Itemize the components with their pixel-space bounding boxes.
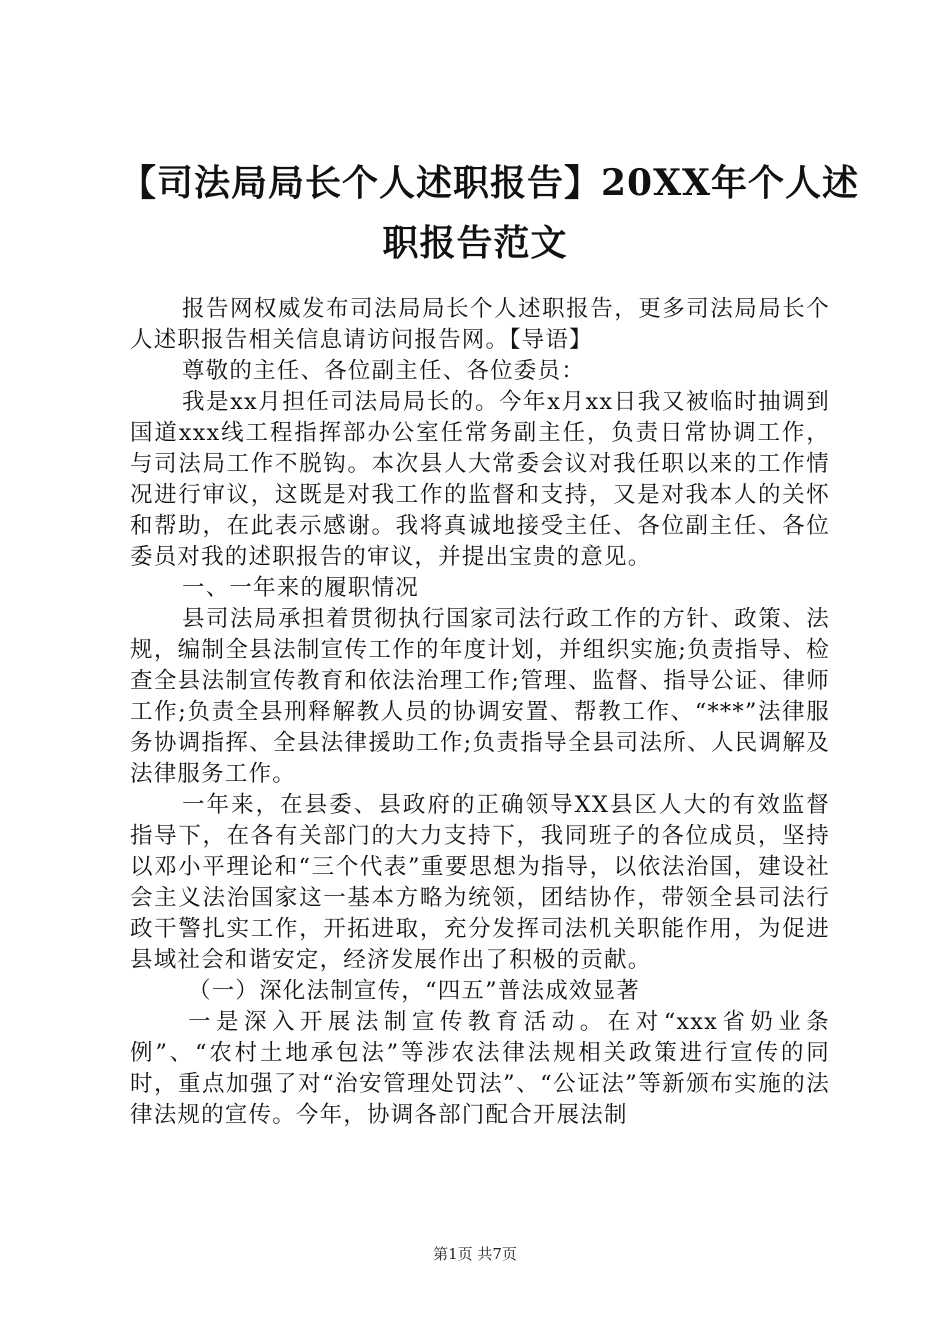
document-title-line-2: 职报告范文	[382, 222, 568, 264]
document-body	[130, 294, 830, 1131]
salutation-paragraph: 尊敬的主任、各位副主任、各位委员：	[182, 358, 585, 384]
document-title-line-1: 【司法局局长个人述职报告】20XX年个人述	[120, 162, 859, 204]
duties-paragraph: 县司法局承担着贯彻执行国家司法行政工作的方针、政策、法规，编制全县法制宣传工作的年度计划，并组织实施;负责指导、检查全县法制宣传教育和依法治理工作;管理、监督、指导公证、律师工作;负责全县刑释解教人员的协调安置、帮教工作、“***”法律服务协调指挥、全县法律援助工作;负责指导全县司法所、人民调解及法律服务工作。	[130, 606, 830, 787]
summary-paragraph: 一年来，在县委、县政府的正确领导XX县区人大的有效监督指导下，在各有关部门的大力支持下，我同班子的各位成员，坚持以邓小平理论和“三个代表”重要思想为指导，以依法治国，建设社会主义法治国家这一基本方略为统领，团结协作，带领全县司法行政干警扎实工作，开拓进取，充分发挥司法机关职能作用，为促进县域社会和谐安定，经济发展作出了积极的贡献。	[130, 792, 830, 973]
intro-paragraph: 报告网权威发布司法局局长个人述职报告，更多司法局局长个人述职报告相关信息请访问报告网。【导语】	[130, 296, 830, 353]
page-footer: 第1页 共7页	[433, 1245, 517, 1263]
item-paragraph: 一是深入开展法制宣传教育活动。在对“xxx省奶业条例”、“农村土地承包法”等涉农法律法规相关政策进行宣传的同时，重点加强了对“治安管理处罚法”、“公证法”等新颁布实施的法律法规的宣传。今年，协调各部门配合开展法制	[130, 1009, 830, 1128]
subsection-heading: （一）深化法制宣传，“四五”普法成效显著	[188, 978, 641, 1004]
section-heading: 一、一年来的履职情况	[182, 575, 420, 601]
opening-paragraph: 我是xx月担任司法局局长的。今年x月xx日我又被临时抽调到国道xxx线工程指挥部办公室任常务副主任，负责日常协调工作，与司法局工作不脱钩。本次县人大常委会议对我任职以来的工作情况进行审议，这既是对我工作的监督和支持，又是对我本人的关怀和帮助，在此表示感谢。我将真诚地接受主任、各位副主任、各位委员对我的述职报告的审议，并提出宝贵的意见。	[130, 389, 830, 570]
